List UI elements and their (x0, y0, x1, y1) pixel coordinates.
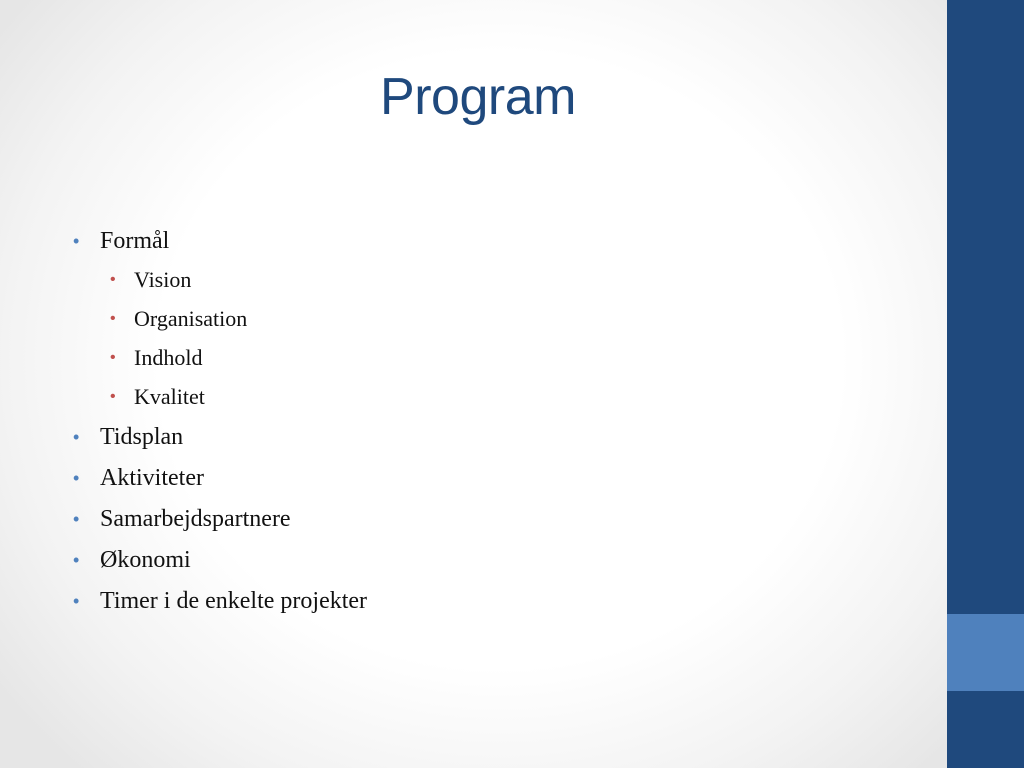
bullet-item-timer: Timer i de enkelte projekter (100, 588, 368, 614)
sub-bullet-item-indhold: Indhold (134, 345, 203, 370)
sub-bullet-item-vision: Vision (134, 267, 192, 292)
sub-bullet-icon: • (110, 349, 116, 366)
sub-bullet-icon: • (110, 388, 116, 405)
bullet-item-formal: Formål (100, 228, 170, 254)
bullet-icon: • (73, 591, 80, 611)
bullet-icon: • (73, 468, 80, 488)
bullet-item-aktiviteter: Aktiviteter (100, 465, 204, 491)
slide-title: Program (380, 68, 576, 126)
sub-bullet-icon: • (110, 271, 116, 288)
right-decorative-bar-accent (947, 614, 1024, 691)
sub-bullet-item-organisation: Organisation (134, 306, 248, 331)
bullet-icon: • (73, 231, 80, 251)
bullet-item-okonomi: Økonomi (100, 547, 191, 573)
sub-bullet-icon: • (110, 310, 116, 327)
bullet-icon: • (73, 550, 80, 570)
bullet-icon: • (73, 427, 80, 447)
bullet-item-tidsplan: Tidsplan (100, 424, 184, 450)
bullet-icon: • (73, 509, 80, 529)
sub-bullet-item-kvalitet: Kvalitet (134, 384, 205, 409)
bullet-item-samarbejdspartnere: Samarbejdspartnere (100, 506, 291, 532)
